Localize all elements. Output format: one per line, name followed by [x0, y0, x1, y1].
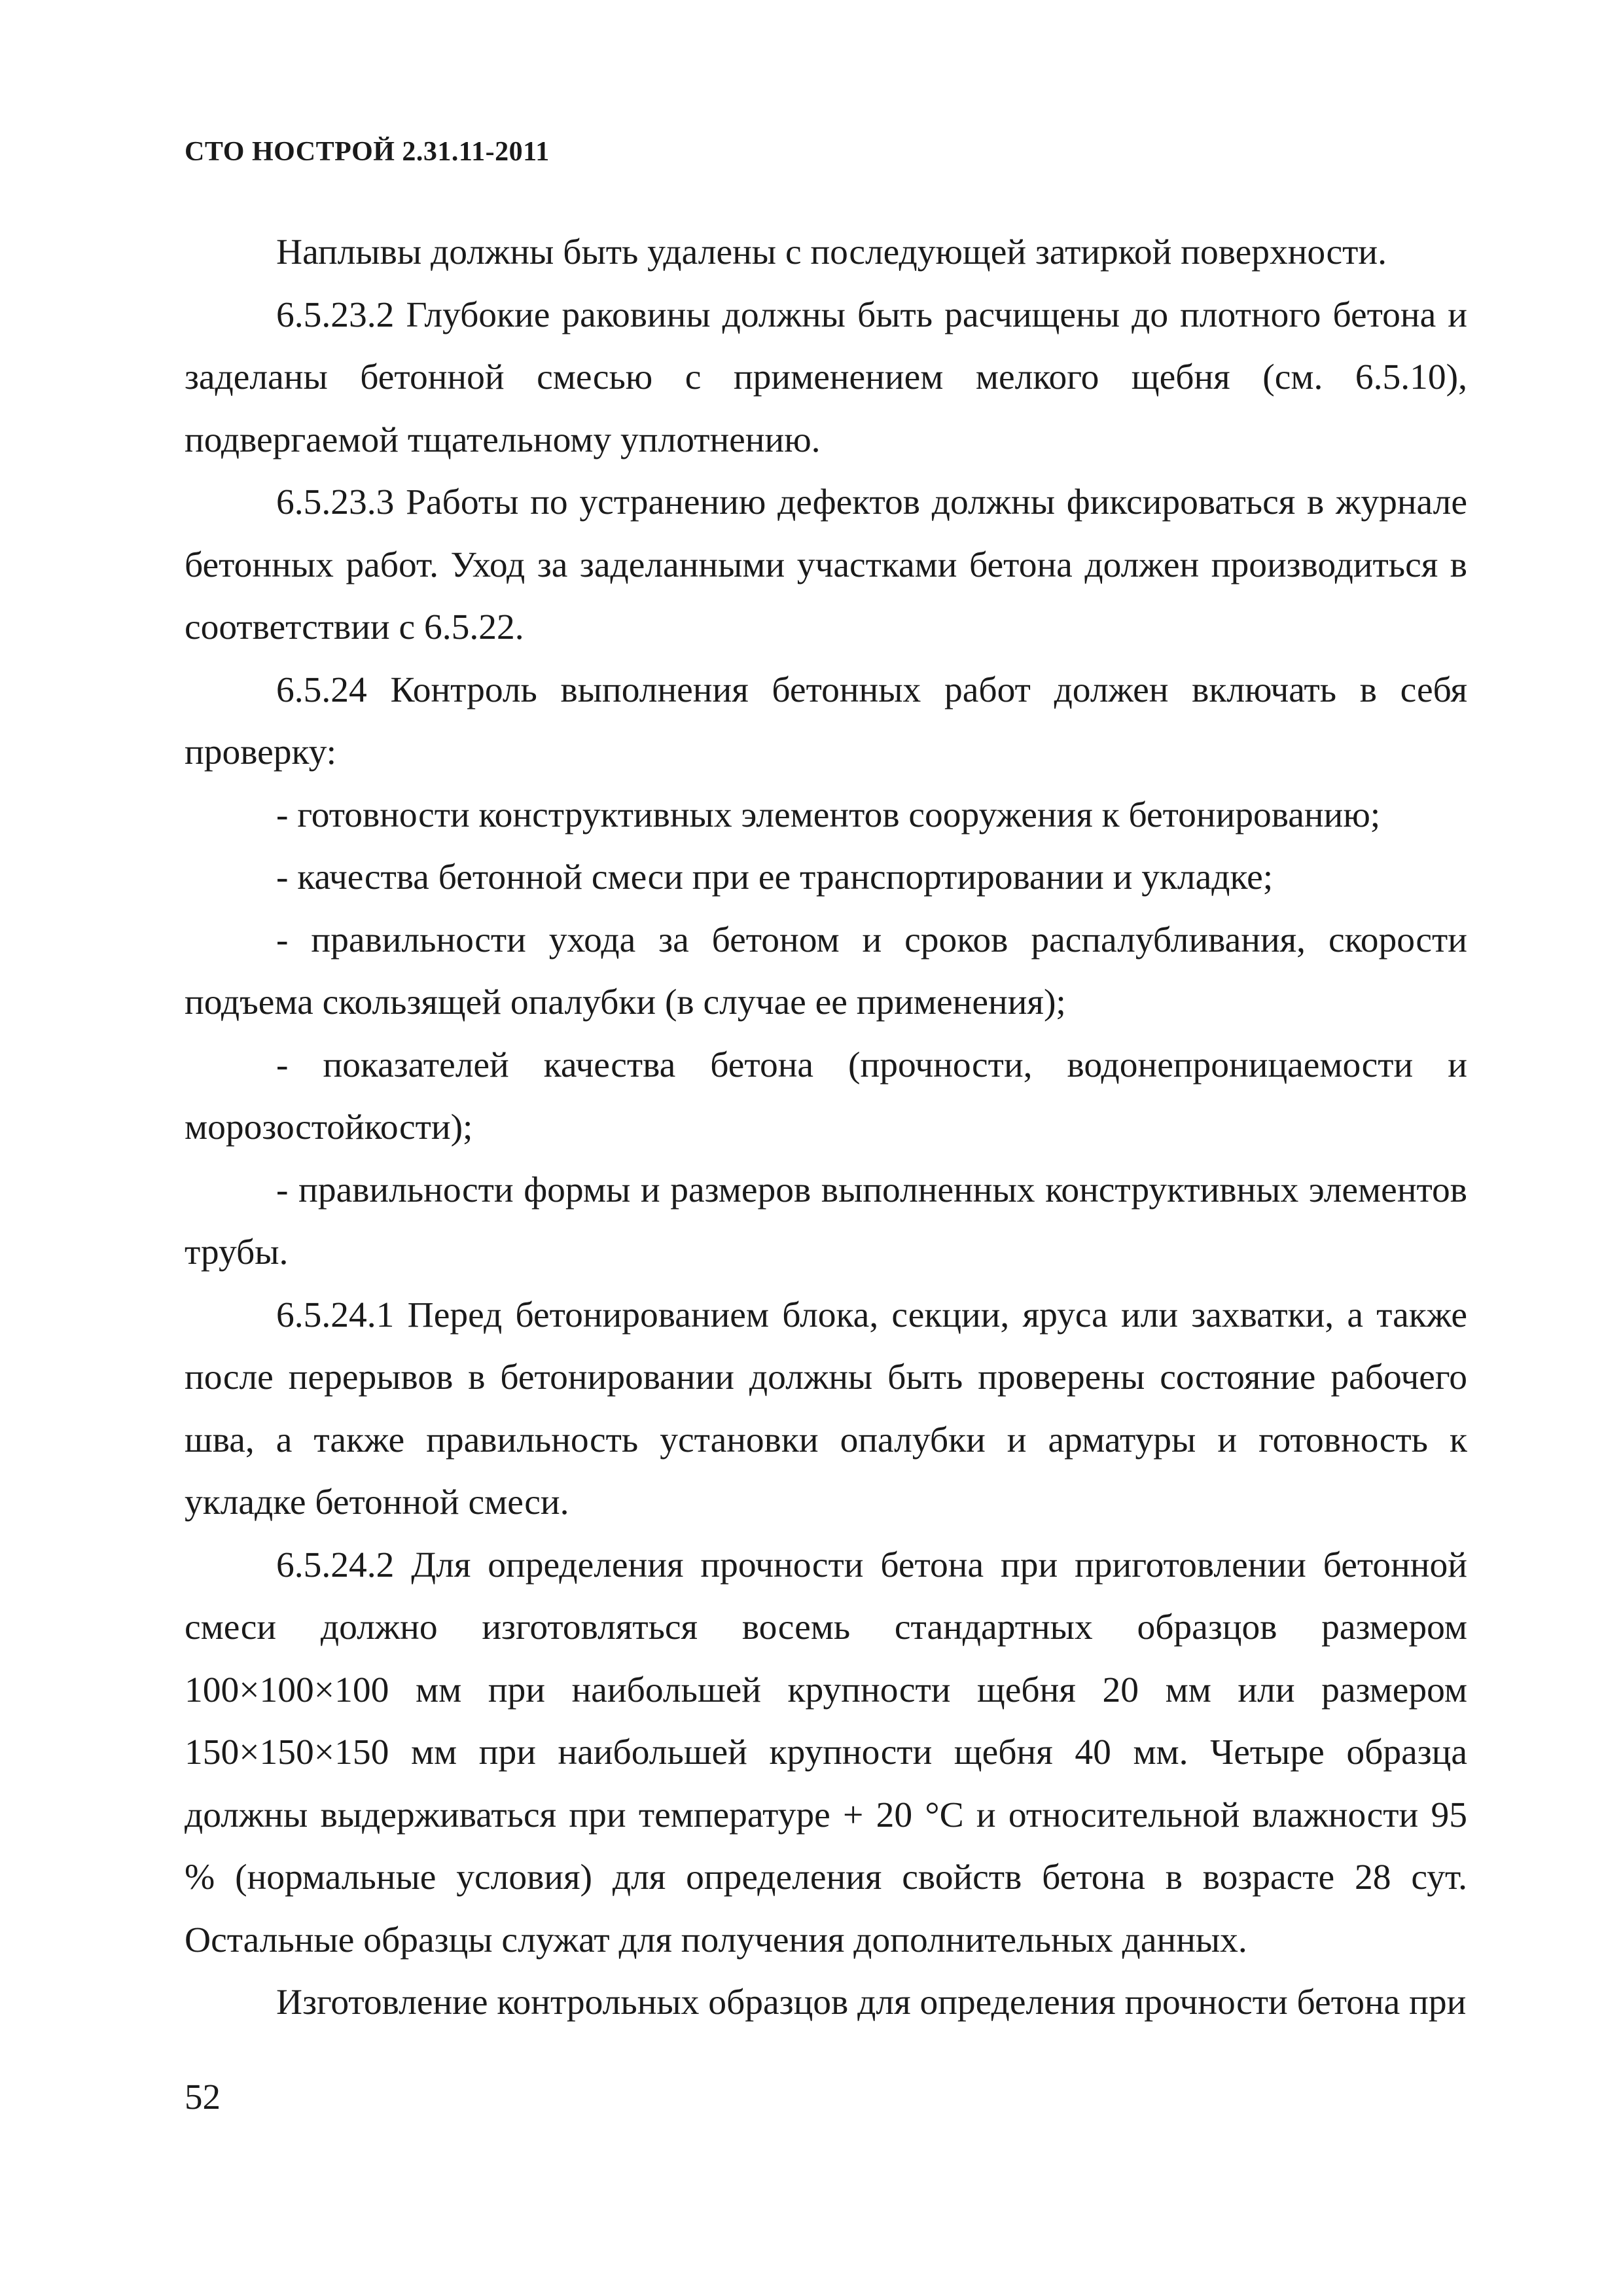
- document-header: СТО НОСТРОЙ 2.31.11-2011: [185, 137, 550, 167]
- list-item: - готовности конструктивных элементов сооружения к бетонированию;: [276, 795, 1381, 835]
- list-item: - правильности ухода за бетоном и сроков распалубливания, скорости подъема скользящей опалубки (в случае ее применения);: [185, 920, 1467, 1022]
- page-number: 52: [185, 2077, 221, 2117]
- paragraph: Изготовление контрольных образцов для определения прочности бетона при: [276, 1982, 1467, 2022]
- paragraph: 6.5.24 Контроль выполнения бетонных работ должен включать в себя проверку:: [185, 670, 1467, 772]
- paragraph: 6.5.24.1 Перед бетонированием блока, секции, яруса или захватки, а также после перерывов в бетонировании должны быть проверены состояние рабочего шва, а также правильность установки опалубки и арматуры и готовность к укладке бетонной смеси.: [185, 1295, 1467, 1522]
- list-item: - правильности формы и размеров выполненных конструктивных элементов трубы.: [185, 1170, 1467, 1272]
- list-item: - показателей качества бетона (прочности, водонепроницаемости и морозостойкости);: [185, 1045, 1467, 1147]
- list-item: - качества бетонной смеси при ее транспортировании и укладке;: [276, 857, 1274, 897]
- paragraph: 6.5.23.3 Работы по устранению дефектов должны фиксироваться в журнале бетонных работ. Уход за заделанными участками бетона должен производиться в соответствии с 6.5.22.: [185, 482, 1467, 647]
- paragraph: Наплывы должны быть удалены с последующей затиркой поверхности.: [276, 232, 1387, 272]
- document-body: [185, 221, 1467, 2034]
- paragraph: 6.5.23.2 Глубокие раковины должны быть расчищены до плотного бетона и заделаны бетонной смесью с применением мелкого щебня (см. 6.5.10), подвергаемой тщательному уплотнению.: [185, 295, 1467, 460]
- paragraph: 6.5.24.2 Для определения прочности бетона при приготовлении бетонной смеси должно изготовляться восемь стандартных образцов размером 100×100×100 мм при наибольшей крупности щебня 20 мм или размером 150×150×150 мм при наибольшей крупности щебня 40 мм. Четыре образца должны выдерживаться при температуре + 20 °С и относительной влажности 95 % (нормальные условия) для определения свойств бетона в возрасте 28 сут. Остальные образцы служат для получения дополнительных данных.: [185, 1545, 1467, 1960]
